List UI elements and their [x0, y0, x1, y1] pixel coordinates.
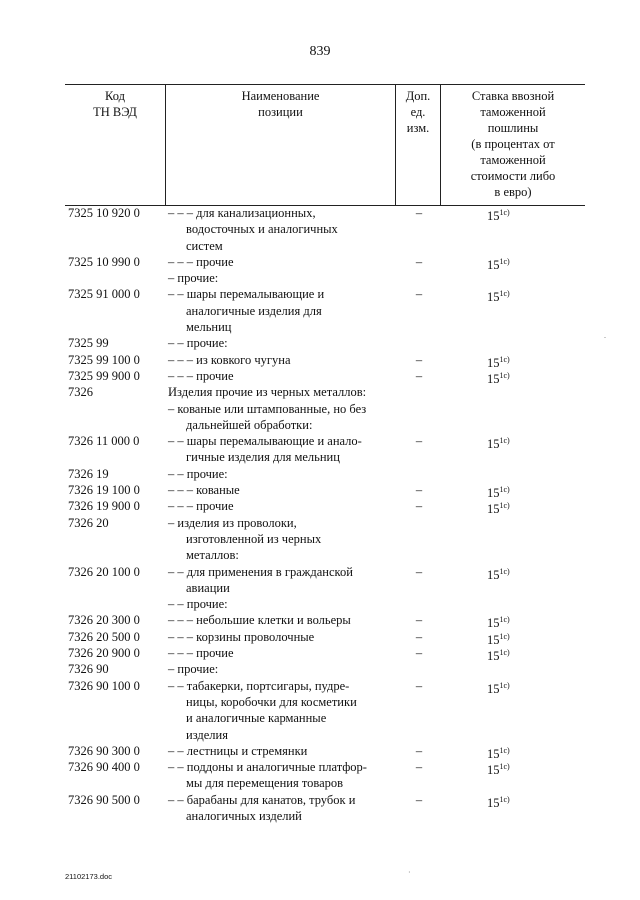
row-description: [168, 401, 398, 434]
description-line: – – шары перемалывающие и анало-: [168, 434, 362, 449]
table-row: [0, 205, 640, 254]
table-row: [0, 433, 640, 466]
description-line: – – табакерки, портсигары, пудре-: [168, 678, 350, 693]
description-line: и аналогичные карманные: [186, 711, 327, 726]
rate-footnote: 1c): [499, 436, 510, 446]
rate-value: 15: [487, 763, 500, 778]
rate-value: 15: [487, 567, 500, 582]
description-line: Изделия прочие из черных металлов:: [168, 385, 367, 400]
description-line: – прочие:: [168, 271, 219, 286]
description-line: – – прочие:: [168, 597, 228, 612]
row-unit: –: [415, 254, 423, 269]
row-description: [168, 792, 398, 825]
table-row: [0, 352, 640, 368]
row-unit: –: [415, 352, 423, 367]
description-line: мы для перемещения товаров: [186, 776, 344, 791]
description-line: водосточных и аналогичных: [186, 222, 338, 237]
row-code: 7326 90 300 0: [68, 743, 140, 758]
header-rate: Ставка ввозной таможенной пошлины (в процентах от таможенной стоимости либо в евро): [470, 89, 556, 199]
row-code: 7326 90 100 0: [68, 678, 140, 693]
tariff-table-body: [0, 205, 640, 824]
row-code: 7326 19 900 0: [68, 499, 140, 514]
row-unit: –: [415, 368, 423, 383]
row-code: 7326 90: [68, 662, 109, 677]
rate-value: 15: [487, 502, 500, 517]
rate-footnote: 1c): [499, 648, 510, 658]
table-row: [0, 792, 640, 825]
description-line: – – – прочие: [168, 646, 234, 661]
description-line: – – прочие:: [168, 336, 228, 351]
rate-footnote: 1c): [499, 762, 510, 772]
row-description: [168, 270, 398, 286]
header-code: Код ТН ВЭД: [93, 89, 137, 119]
description-line: – – – прочие: [168, 254, 234, 269]
row-code: 7325 99 100 0: [68, 352, 140, 367]
rate-value: 15: [487, 486, 500, 501]
table-row: [0, 678, 640, 743]
description-line: аналогичные изделия для: [186, 303, 322, 318]
row-code: 7325 99 900 0: [68, 368, 140, 383]
row-rate: [487, 433, 510, 452]
row-unit: –: [415, 678, 423, 693]
table-row: [0, 645, 640, 664]
row-description: [168, 368, 398, 384]
row-description: [168, 743, 398, 759]
table-row: [0, 564, 640, 597]
rate-value: 15: [487, 632, 500, 647]
row-unit: –: [415, 206, 423, 220]
row-unit: –: [415, 629, 423, 644]
row-code: 7326 20 300 0: [68, 613, 140, 628]
row-code: 7326 19: [68, 466, 109, 481]
rate-value: 15: [487, 355, 500, 370]
description-line: авиации: [186, 580, 230, 595]
row-unit: –: [415, 646, 423, 661]
description-line: – изделия из проволоки,: [168, 515, 297, 530]
row-description: [168, 286, 398, 335]
row-rate: [487, 286, 510, 305]
row-description: [168, 629, 398, 645]
rate-footnote: 1c): [499, 745, 510, 755]
row-code: 7325 10 920 0: [68, 206, 140, 220]
rate-footnote: 1c): [499, 256, 510, 266]
header-unit: Доп. ед. изм.: [405, 89, 431, 135]
table-row: [0, 759, 640, 792]
description-line: – – барабаны для канатов, трубок и: [168, 792, 356, 807]
rate-footnote: 1c): [499, 501, 510, 511]
description-line: гичные изделия для мельниц: [186, 450, 340, 465]
row-unit: –: [415, 499, 423, 514]
rate-footnote: 1c): [499, 794, 510, 804]
row-unit: –: [415, 434, 423, 449]
row-description: [168, 466, 398, 482]
rate-footnote: 1c): [499, 354, 510, 364]
description-line: металлов:: [186, 548, 239, 563]
table-row: [0, 629, 640, 645]
rate-footnote: 1c): [499, 289, 510, 299]
description-line: мельниц: [186, 320, 232, 335]
row-description: [168, 645, 398, 661]
table-row: [0, 368, 640, 384]
row-rate: [487, 759, 510, 778]
description-line: – – – небольшие клетки и вольеры: [168, 613, 351, 628]
table-row: [0, 401, 640, 434]
row-code: 7325 91 000 0: [68, 287, 140, 302]
rate-footnote: 1c): [499, 485, 510, 495]
row-code: 7326 20 100 0: [68, 564, 140, 579]
row-unit: –: [415, 792, 423, 807]
row-description: [168, 678, 398, 743]
description-line: – кованые или штампованные, но без: [168, 401, 367, 416]
rate-value: 15: [487, 681, 500, 696]
rate-footnote: 1c): [499, 566, 510, 576]
rate-footnote: 1c): [499, 680, 510, 690]
row-rate: [487, 792, 510, 811]
scan-speck: ·: [408, 868, 411, 877]
row-code: 7325 99: [68, 336, 109, 351]
table-row: [0, 384, 640, 400]
row-unit: –: [415, 613, 423, 628]
table-row: [0, 286, 640, 335]
description-line: – – – прочие: [168, 368, 234, 383]
row-description: [168, 384, 398, 400]
rate-footnote: 1c): [499, 370, 510, 380]
row-description: [168, 254, 398, 270]
table-row: [0, 254, 640, 270]
row-code: 7326 11 000 0: [68, 434, 140, 449]
table-row: [0, 515, 640, 564]
row-description: [168, 661, 398, 677]
rate-value: 15: [487, 746, 500, 761]
rate-footnote: 1c): [499, 615, 510, 625]
row-rate: [487, 564, 510, 583]
row-code: 7326: [68, 385, 93, 400]
rate-footnote: 1c): [499, 208, 510, 217]
description-line: – – лестницы и стремянки: [168, 743, 308, 758]
row-rate: [487, 678, 510, 697]
page-number: 839: [309, 44, 331, 59]
row-description: [168, 612, 398, 628]
table-row: [0, 612, 640, 631]
description-line: систем: [186, 238, 223, 253]
description-line: изделия: [186, 727, 228, 742]
description-line: – прочие:: [168, 662, 219, 677]
rate-value: 15: [487, 795, 500, 810]
rate-value: 15: [487, 257, 500, 272]
header-name: Наименование позиции: [241, 89, 320, 119]
row-description: [168, 205, 398, 254]
document-filename: 21102173.doc: [65, 872, 112, 881]
description-line: – – – прочие: [168, 499, 234, 514]
table-row: [0, 270, 640, 286]
row-rate: [487, 205, 510, 224]
description-line: – – – кованые: [168, 483, 240, 498]
description-line: – – для применения в гражданской: [168, 564, 353, 579]
description-line: – – шары перемалывающие и: [168, 287, 325, 302]
row-description: [168, 352, 398, 368]
table-top-rule: [65, 84, 585, 85]
description-line: – – – корзины проволочные: [168, 629, 315, 644]
table-row: [0, 596, 640, 612]
rate-value: 15: [487, 209, 500, 223]
rate-value: 15: [487, 290, 500, 305]
row-code: 7326 90 500 0: [68, 792, 140, 807]
table-row: [0, 482, 640, 501]
row-description: [168, 335, 398, 351]
table-row: [0, 661, 640, 677]
description-line: ницы, коробочки для косметики: [186, 694, 357, 709]
row-code: 7326 20 900 0: [68, 646, 140, 661]
rate-value: 15: [487, 649, 500, 664]
rate-value: 15: [487, 616, 500, 631]
row-description: [168, 596, 398, 612]
table-row: [0, 498, 640, 517]
table-row: [0, 743, 640, 759]
description-line: – – поддоны и аналогичные платфор-: [168, 760, 367, 775]
scan-speck: .: [604, 331, 606, 340]
row-description: [168, 498, 398, 514]
description-line: – – прочие:: [168, 466, 228, 481]
row-description: [168, 515, 398, 564]
description-line: – – – из ковкого чугуна: [168, 352, 291, 367]
row-description: [168, 433, 398, 466]
rate-value: 15: [487, 437, 500, 452]
row-unit: –: [415, 287, 423, 302]
description-line: изготовленной из черных: [186, 531, 322, 546]
row-unit: –: [415, 760, 423, 775]
row-code: 7326 20: [68, 515, 109, 530]
table-row: [0, 335, 640, 351]
row-code: 7326 19 100 0: [68, 483, 140, 498]
row-description: [168, 759, 398, 792]
rate-value: 15: [487, 371, 500, 386]
row-unit: –: [415, 743, 423, 758]
row-code: 7325 10 990 0: [68, 254, 140, 269]
table-row: [0, 466, 640, 482]
row-unit: –: [415, 564, 423, 579]
row-code: 7326 20 500 0: [68, 629, 140, 644]
rate-footnote: 1c): [499, 631, 510, 641]
row-unit: –: [415, 483, 423, 498]
row-description: [168, 564, 398, 597]
row-code: 7326 90 400 0: [68, 760, 140, 775]
description-line: дальнейшей обработки:: [186, 417, 313, 432]
description-line: – – – для канализационных,: [168, 206, 316, 220]
row-description: [168, 482, 398, 498]
description-line: аналогичных изделий: [186, 808, 302, 823]
